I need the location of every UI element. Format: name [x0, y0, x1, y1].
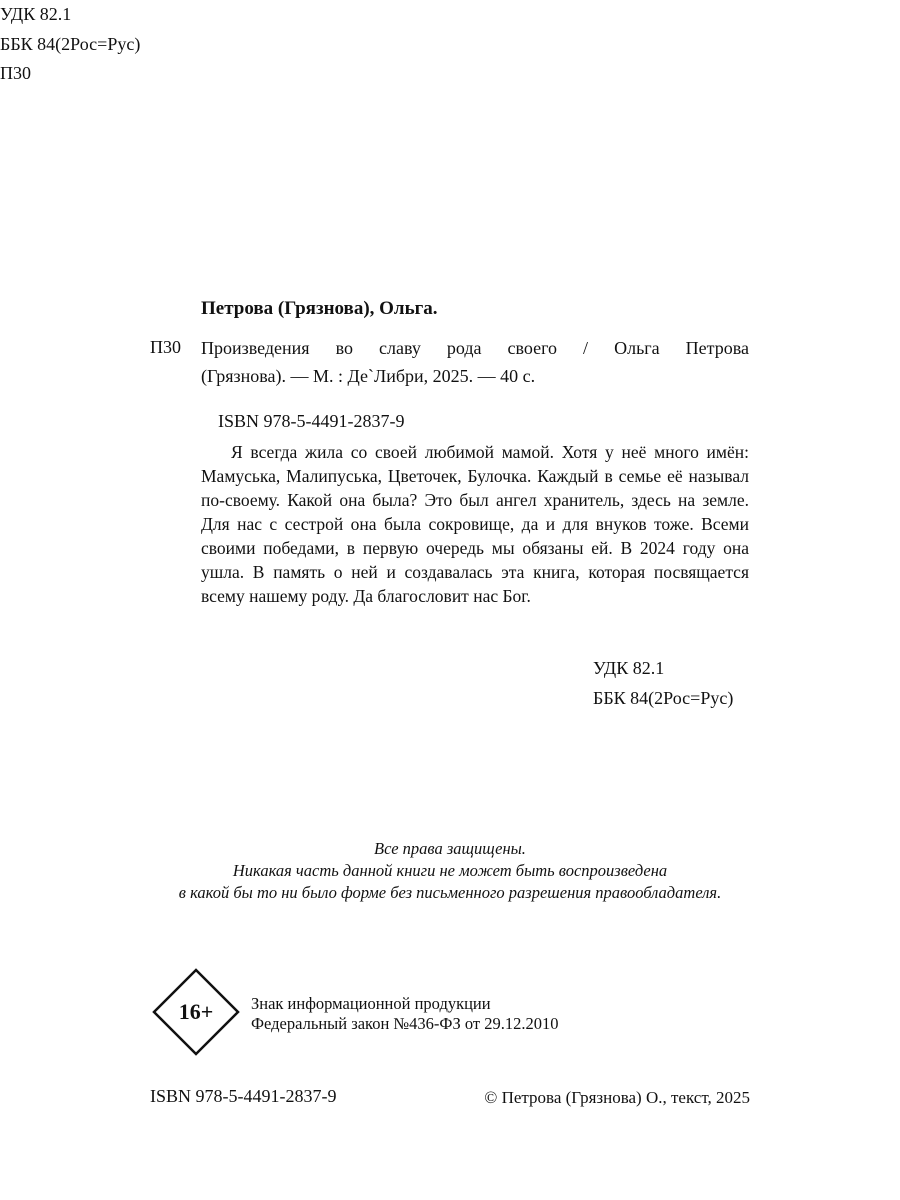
- classification-right: [593, 654, 733, 713]
- age-rating-label: 16+: [178, 999, 214, 1024]
- age-rating-description: [251, 994, 558, 1034]
- author-heading: Петрова (Грязнова), Ольга.: [201, 298, 438, 319]
- bbk-code-right: ББК 84(2Рос=Рус): [593, 687, 734, 708]
- bibliographic-description: [201, 334, 749, 390]
- author-sign-record: П30: [150, 337, 181, 357]
- copyright-notice: © Петрова (Грязнова) О., текст, 2025: [484, 1088, 750, 1107]
- rights-line-2: Никакая часть данной книги не может быть воспроизведена: [232, 861, 668, 880]
- udk-code-right: УДК 82.1: [593, 658, 665, 678]
- age-rating-desc-line-2: Федеральный закон №436-ФЗ от 29.12.2010: [251, 1014, 559, 1033]
- classification-top: [0, 0, 900, 89]
- author-sign: П30: [0, 63, 31, 83]
- rights-line-1: Все права защищены.: [374, 839, 526, 858]
- age-rating-badge: [152, 968, 240, 1056]
- udk-code: УДК 82.1: [0, 4, 72, 24]
- description-line-2: (Грязнова). — М. : Де`Либри, 2025. — 40 с.: [201, 366, 536, 386]
- description-line-1: Произведения во славу рода своего / Ольга Петрова: [201, 338, 749, 358]
- rights-line-3: в какой бы то ни было форме без письменного разрешения правообладателя.: [178, 883, 722, 902]
- isbn-record: ISBN 978-5-4491-2837-9: [218, 411, 405, 431]
- rights-notice: [0, 838, 900, 904]
- isbn-footer: ISBN 978-5-4491-2837-9: [150, 1086, 337, 1106]
- annotation-paragraph: Я всегда жила со своей любимой мамой. Хотя у неё много имён: Мамуська, Малипуська, Цветочек, Булочка. Каждый в семье её называл по-своему. Какой она была? Это был ангел хранитель, здесь на земле. Для нас с сестрой она была сокровище, да и для внуков тоже. Всеми своими победами, в первую очередь мы обязаны ей. В 2024 году она ушла. В память о ней и создавалась эта книга, которая посвящается всему нашему роду. Да благословит нас Бог.: [201, 442, 749, 606]
- bbk-code: ББК 84(2Рос=Рус): [0, 33, 141, 54]
- age-rating-desc-line-1: Знак информационной продукции: [251, 994, 491, 1013]
